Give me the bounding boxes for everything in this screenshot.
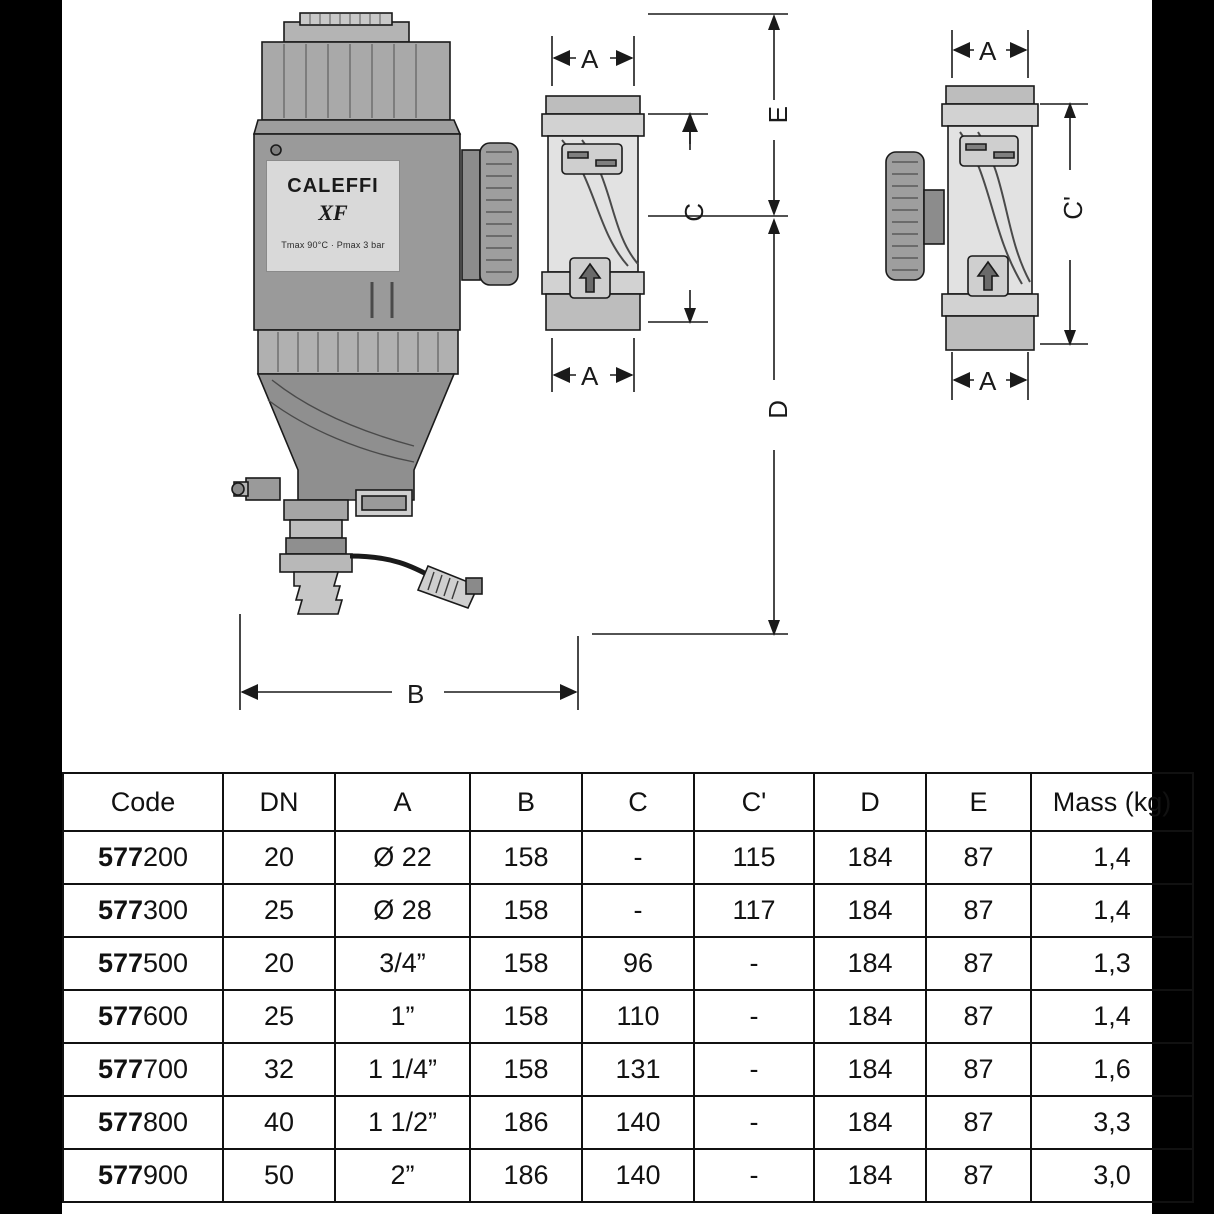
table-row: [63, 990, 1193, 1043]
cell-b: 158: [470, 831, 582, 884]
valve-body-front: [542, 96, 644, 330]
cell-code: 577900: [63, 1149, 223, 1202]
cell-e: 87: [926, 1149, 1031, 1202]
dim-label-a-top-right: A: [979, 36, 997, 66]
cell-a: Ø 28: [335, 884, 470, 937]
dim-label-b: B: [407, 679, 425, 709]
dimensions-table: [62, 772, 1194, 1203]
product-spec: Tmax 90°C · Pmax 3 bar: [281, 240, 385, 250]
col-header-mass: Mass (kg): [1031, 773, 1193, 831]
cell-c: 110: [582, 990, 694, 1043]
cell-e: 87: [926, 1043, 1031, 1096]
cell-c-prime: -: [694, 1043, 814, 1096]
cell-a: 1”: [335, 990, 470, 1043]
cell-c: -: [582, 831, 694, 884]
table-row: [63, 884, 1193, 937]
cell-dn: 25: [223, 990, 335, 1043]
cell-c-prime: -: [694, 937, 814, 990]
main-unit-body: [232, 13, 518, 614]
cell-d: 184: [814, 1096, 926, 1149]
cell-d: 184: [814, 1149, 926, 1202]
cell-c-prime: 115: [694, 831, 814, 884]
table-row: [63, 831, 1193, 884]
dim-label-a-bottom-left: A: [581, 361, 599, 391]
cell-b: 158: [470, 990, 582, 1043]
cell-d: 184: [814, 884, 926, 937]
table-row: [63, 1096, 1193, 1149]
dim-label-a-top-left: A: [581, 44, 599, 74]
cell-c-prime: 117: [694, 884, 814, 937]
col-header-b: B: [470, 773, 582, 831]
cell-b: 158: [470, 937, 582, 990]
cell-code: 577300: [63, 884, 223, 937]
product-drawing: [62, 0, 1152, 770]
table-row: [63, 1043, 1193, 1096]
datasheet-page: [62, 0, 1172, 1214]
cell-mass: 1,4: [1031, 884, 1193, 937]
cell-code: 577800: [63, 1096, 223, 1149]
cell-d: 184: [814, 831, 926, 884]
cell-dn: 40: [223, 1096, 335, 1149]
cell-dn: 20: [223, 937, 335, 990]
cell-code: 577700: [63, 1043, 223, 1096]
dim-label-e: E: [763, 106, 793, 124]
cell-a: 1 1/4”: [335, 1043, 470, 1096]
cell-e: 87: [926, 1096, 1031, 1149]
cell-e: 87: [926, 884, 1031, 937]
dim-label-c-prime: C': [1058, 196, 1088, 220]
dim-label-c: C: [679, 203, 709, 222]
cell-c: 140: [582, 1149, 694, 1202]
col-header-a: A: [335, 773, 470, 831]
cell-a: 3/4”: [335, 937, 470, 990]
valve-body-side-view: [886, 86, 1038, 350]
cell-c-prime: -: [694, 990, 814, 1043]
cell-mass: 3,3: [1031, 1096, 1193, 1149]
brand-name: CALEFFI: [287, 175, 379, 197]
cell-d: 184: [814, 1043, 926, 1096]
table-row: [63, 937, 1193, 990]
cell-a: 1 1/2”: [335, 1096, 470, 1149]
cell-code: 577200: [63, 831, 223, 884]
cell-code: 577600: [63, 990, 223, 1043]
col-header-dn: DN: [223, 773, 335, 831]
cell-c-prime: -: [694, 1149, 814, 1202]
cell-c: -: [582, 884, 694, 937]
cell-b: 186: [470, 1096, 582, 1149]
cell-dn: 20: [223, 831, 335, 884]
cell-b: 158: [470, 884, 582, 937]
cell-a: 2”: [335, 1149, 470, 1202]
col-header-c-prime: C': [694, 773, 814, 831]
cell-dn: 50: [223, 1149, 335, 1202]
cell-dn: 32: [223, 1043, 335, 1096]
cell-a: Ø 22: [335, 831, 470, 884]
cell-mass: 3,0: [1031, 1149, 1193, 1202]
cell-dn: 25: [223, 884, 335, 937]
dim-label-d: D: [763, 400, 793, 419]
cell-e: 87: [926, 937, 1031, 990]
cell-d: 184: [814, 990, 926, 1043]
cell-b: 186: [470, 1149, 582, 1202]
cell-e: 87: [926, 831, 1031, 884]
cell-code: 577500: [63, 937, 223, 990]
dim-label-a-bottom-right: A: [979, 366, 997, 396]
table-row: [63, 1149, 1193, 1202]
cell-c-prime: -: [694, 1096, 814, 1149]
cell-d: 184: [814, 937, 926, 990]
cell-mass: 1,6: [1031, 1043, 1193, 1096]
cell-c: 96: [582, 937, 694, 990]
cell-c: 131: [582, 1043, 694, 1096]
table-header-row: [63, 773, 1193, 831]
col-header-e: E: [926, 773, 1031, 831]
cell-mass: 1,4: [1031, 990, 1193, 1043]
brand-plate: [266, 160, 400, 272]
col-header-d: D: [814, 773, 926, 831]
cell-e: 87: [926, 990, 1031, 1043]
cell-b: 158: [470, 1043, 582, 1096]
col-header-code: Code: [63, 773, 223, 831]
col-header-c: C: [582, 773, 694, 831]
dimensions-table-wrap: [62, 772, 1172, 1203]
cell-mass: 1,3: [1031, 937, 1193, 990]
cell-c: 140: [582, 1096, 694, 1149]
cell-mass: 1,4: [1031, 831, 1193, 884]
product-model: XF: [318, 200, 348, 225]
